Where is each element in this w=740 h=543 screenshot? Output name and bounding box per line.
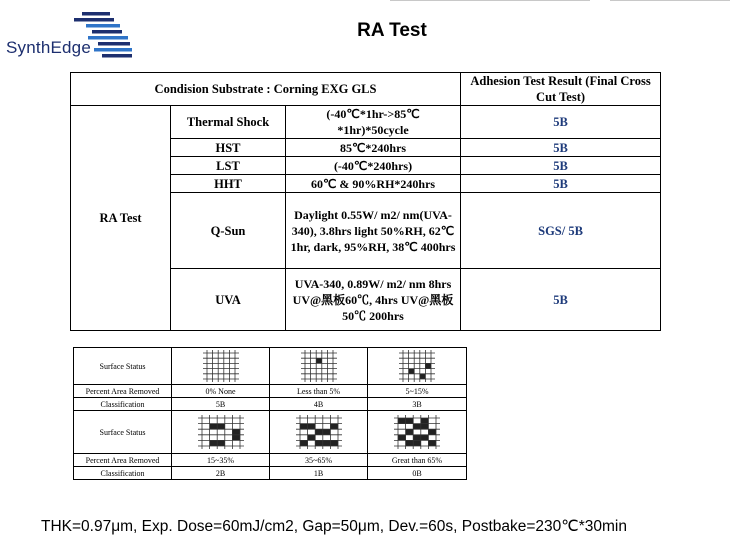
classification-value: 2B [172, 467, 270, 480]
percent-value: 5~15% [368, 385, 467, 398]
classification-value: 1B [270, 467, 368, 480]
group-label: RA Test [71, 106, 171, 331]
top-divider [610, 0, 730, 1]
crosscut-grid-icon [203, 350, 239, 382]
classification-value: 4B [270, 398, 368, 411]
percent-row [74, 454, 467, 467]
result-header: Adhesion Test Result (Final Cross Cut Test) [461, 73, 661, 106]
ra-test-table [70, 72, 661, 331]
classification-value: 0B [368, 467, 467, 480]
test-name: HST [171, 139, 286, 157]
classification-label: Classification [74, 398, 172, 411]
test-condition: Daylight 0.55W/ m2/ nm(UVA-340), 3.8hrs light 50%RH, 62℃ 1hr, dark, 95%RH, 38℃ 400hrs [286, 193, 461, 269]
percent-value: 0% None [172, 385, 270, 398]
classification-label: Classification [74, 467, 172, 480]
test-result: 5B [461, 269, 661, 331]
crosscut-grid-icon [301, 350, 337, 382]
test-condition: UVA-340, 0.89W/ m2/ nm 8hrs UV@黑板60℃, 4hrs UV@黑板50℃ 200hrs [286, 269, 461, 331]
percent-value: Great than 65% [368, 454, 467, 467]
test-result: 5B [461, 157, 661, 175]
crosscut-grid-icon [394, 415, 440, 449]
crosscut-grid-icon [198, 415, 244, 449]
test-condition: 60℃ & 90%RH*240hrs [286, 175, 461, 193]
classification-row [74, 398, 467, 411]
test-result: SGS/ 5B [461, 193, 661, 269]
table-row [71, 106, 661, 139]
page-title: RA Test [357, 20, 427, 41]
percent-row [74, 385, 467, 398]
percent-value: 15~35% [172, 454, 270, 467]
test-result: 5B [461, 106, 661, 139]
table-header-row [71, 73, 661, 106]
crosscut-image [270, 411, 368, 454]
classification-value: 3B [368, 398, 467, 411]
test-name: LST [171, 157, 286, 175]
classification-value: 5B [172, 398, 270, 411]
crosscut-image [172, 411, 270, 454]
surface-status-label: Surface Status [74, 348, 172, 385]
crosscut-image [368, 348, 467, 385]
test-condition: 85℃*240hrs [286, 139, 461, 157]
percent-label: Percent Area Removed [74, 454, 172, 467]
condition-header: Condision Substrate : Corning EXG GLS [71, 73, 461, 106]
adhesion-classification-table [73, 347, 467, 480]
test-name: Thermal Shock [171, 106, 286, 139]
process-parameters: THK=0.97μm, Exp. Dose=60mJ/cm2, Gap=50μm, Dev.=60s, Postbake=230℃*30min [41, 518, 627, 535]
surface-row [74, 411, 467, 454]
test-condition: (-40℃*240hrs) [286, 157, 461, 175]
crosscut-grid-icon [399, 350, 435, 382]
crosscut-image [172, 348, 270, 385]
top-divider [390, 0, 590, 1]
logo-text: SynthEdge [6, 38, 91, 57]
crosscut-grid-icon [296, 415, 342, 449]
crosscut-image [368, 411, 467, 454]
test-name: HHT [171, 175, 286, 193]
test-name: UVA [171, 269, 286, 331]
classification-row [74, 467, 467, 480]
test-result: 5B [461, 175, 661, 193]
percent-value: 35~65% [270, 454, 368, 467]
surface-row [74, 348, 467, 385]
test-result: 5B [461, 139, 661, 157]
percent-label: Percent Area Removed [74, 385, 172, 398]
test-condition: (-40℃*1hr->85℃ *1hr)*50cycle [286, 106, 461, 139]
percent-value: Less than 5% [270, 385, 368, 398]
surface-status-label: Surface Status [74, 411, 172, 454]
test-name: Q-Sun [171, 193, 286, 269]
crosscut-image [270, 348, 368, 385]
